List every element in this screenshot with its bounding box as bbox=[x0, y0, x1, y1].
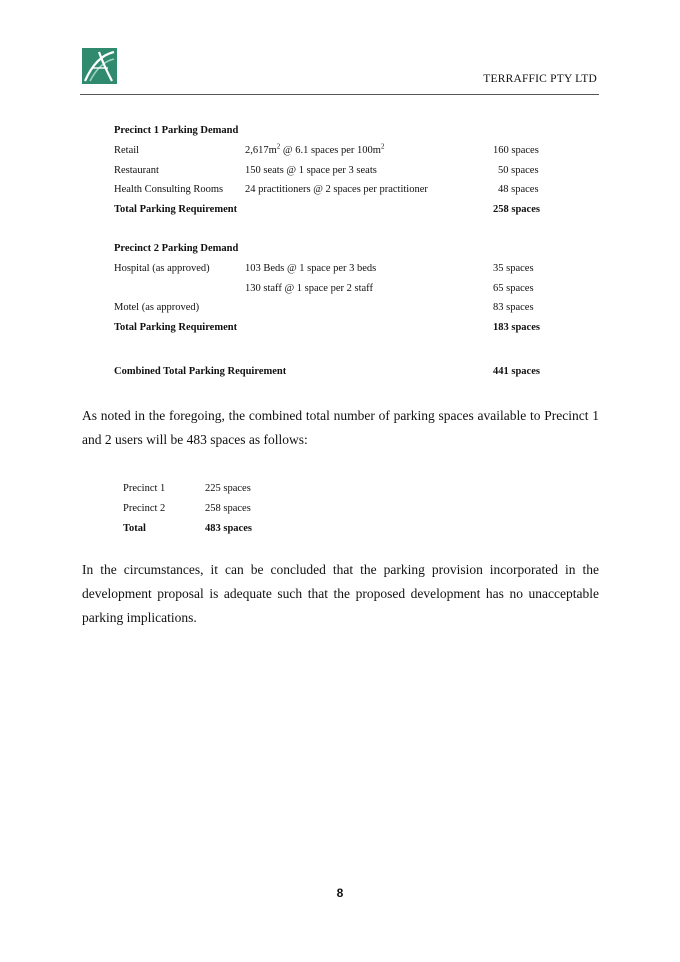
spaces-cell: 50 spaces bbox=[498, 164, 539, 176]
rate-cell: 24 practitioners @ 2 spaces per practitioner bbox=[245, 184, 428, 196]
rate-cell: 103 Beds @ 1 space per 3 beds bbox=[245, 262, 377, 274]
use-cell: Hospital (as approved) bbox=[114, 262, 210, 274]
total-value: 183 spaces bbox=[493, 322, 540, 334]
rate-cell: 150 seats @ 1 space per 3 seats bbox=[245, 164, 377, 176]
header-rule bbox=[80, 94, 599, 95]
spaces-cell: 65 spaces bbox=[493, 282, 534, 294]
precinct-label: Precinct 1 bbox=[123, 483, 166, 494]
total-label: Total Parking Requirement bbox=[114, 322, 238, 334]
precinct-value: 225 spaces bbox=[205, 483, 251, 494]
body-paragraph-2: In the circumstances, it can be concluded that the parking provision incorporated in the development proposal is adequate such that the proposed development has no unacceptable parking implications. bbox=[82, 562, 599, 625]
rate-cell: 130 staff @ 1 space per 2 staff bbox=[245, 282, 373, 294]
use-cell: Retail bbox=[114, 144, 140, 156]
use-cell: Restaurant bbox=[114, 164, 159, 176]
precinct-label: Precinct 2 bbox=[123, 502, 166, 514]
company-logo bbox=[82, 48, 117, 84]
combined-label: Combined Total Parking Requirement bbox=[114, 366, 287, 377]
spaces-cell: 83 spaces bbox=[493, 302, 534, 314]
use-cell: Health Consulting Rooms bbox=[114, 184, 224, 196]
total-value: 483 spaces bbox=[205, 522, 252, 534]
total-value: 258 spaces bbox=[493, 204, 540, 216]
body-paragraph-1: As noted in the foregoing, the combined total number of parking spaces available to Precinct 1 and 2 users will be 483 spaces as follows: bbox=[82, 408, 599, 447]
spaces-cell: 48 spaces bbox=[498, 184, 539, 196]
total-label: Total Parking Requirement bbox=[114, 204, 238, 216]
precinct2-heading: Precinct 2 Parking Demand bbox=[114, 243, 239, 254]
combined-value: 441 spaces bbox=[493, 366, 540, 377]
page-number: 8 bbox=[336, 886, 344, 900]
total-label: Total bbox=[123, 522, 146, 534]
use-cell: Motel (as approved) bbox=[114, 302, 200, 314]
precinct-value: 258 spaces bbox=[205, 502, 251, 514]
spaces-cell: 160 spaces bbox=[493, 144, 539, 156]
precinct1-heading: Precinct 1 Parking Demand bbox=[114, 125, 239, 136]
company-name: TERRAFFIC PTY LTD bbox=[483, 73, 597, 85]
spaces-cell: 35 spaces bbox=[493, 262, 534, 274]
rate-cell: $2,617m^2$ @ 6.1 spaces per $100m^2$ bbox=[245, 142, 385, 156]
